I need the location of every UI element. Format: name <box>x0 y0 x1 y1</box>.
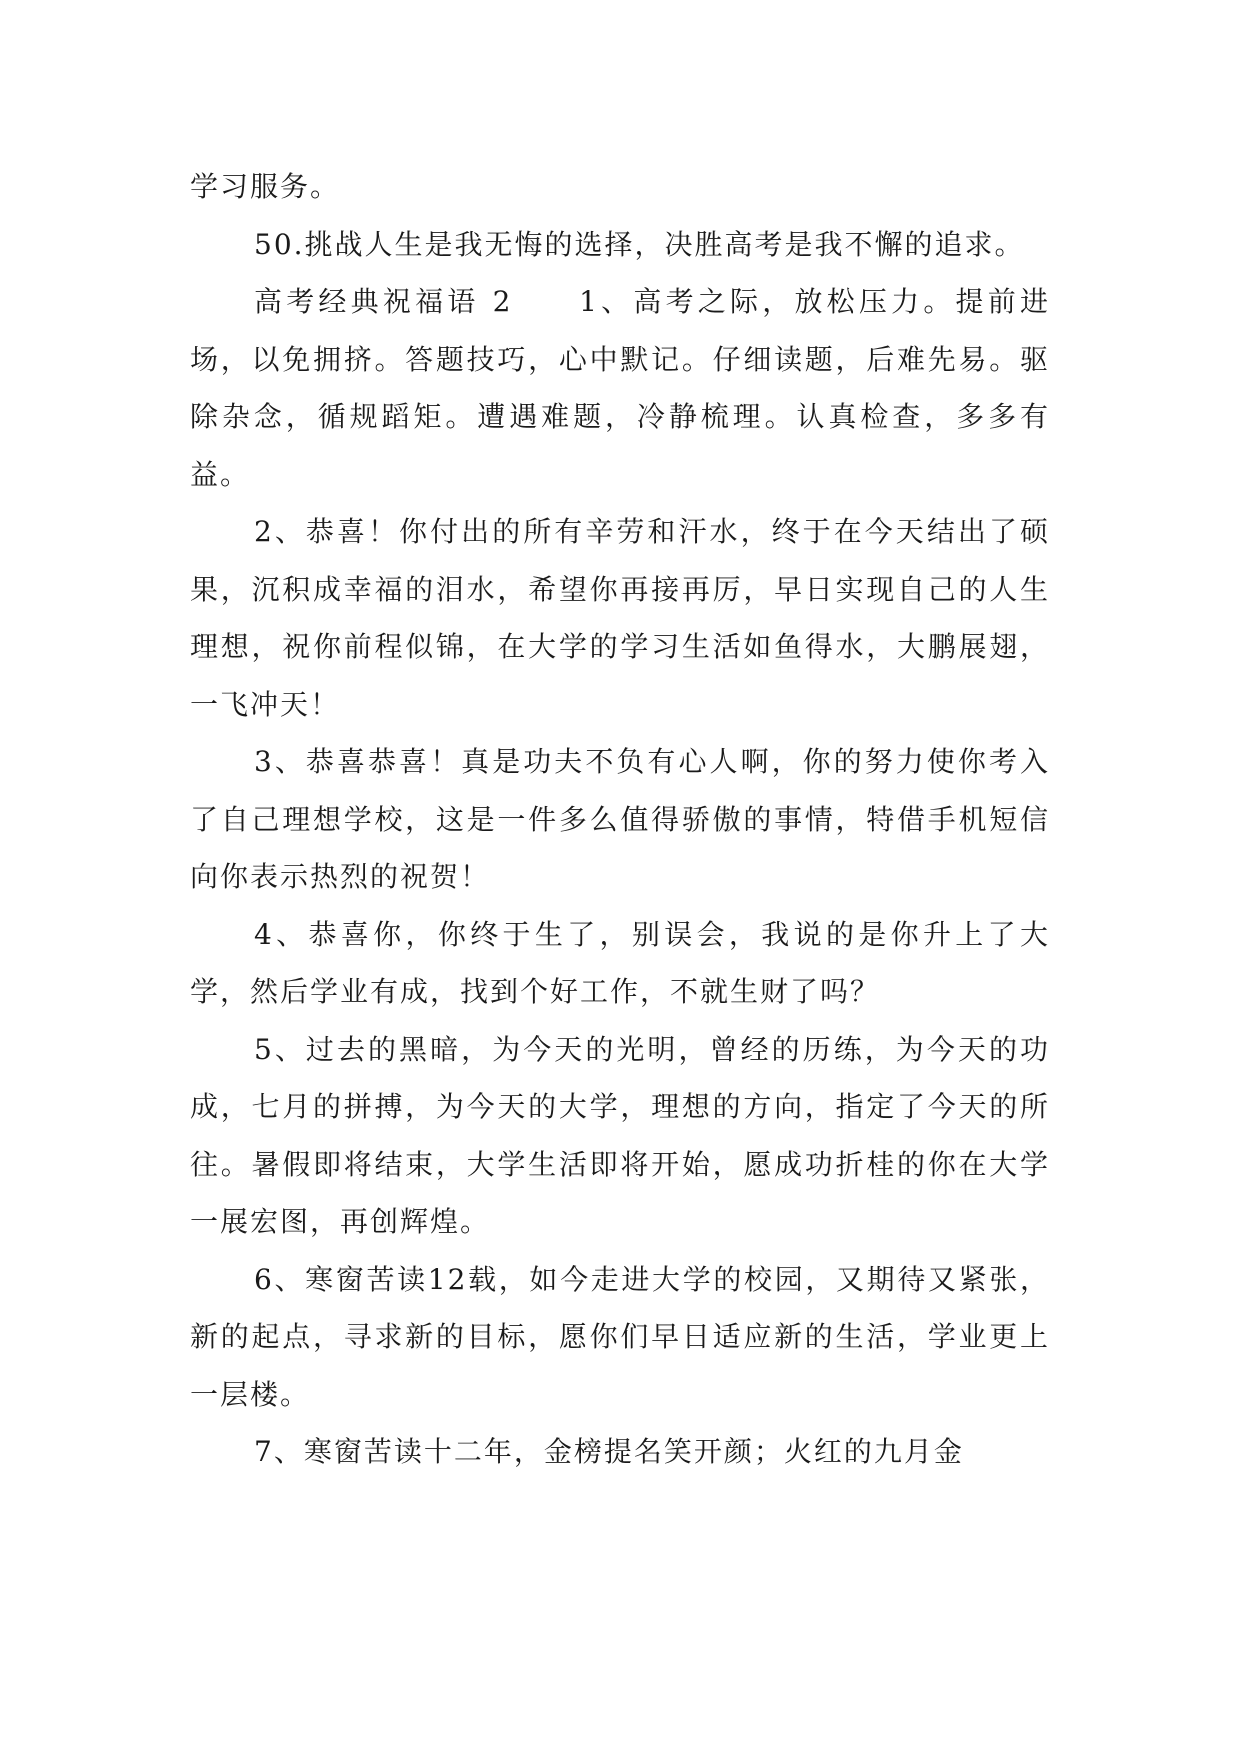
paragraph-item-7: 7、寒窗苦读十二年，金榜提名笑开颜；火红的九月金 <box>254 1435 964 1468</box>
paragraph-section-2-item-1: 高考经典祝福语 2 1、高考之际，放松压力。提前进场，以免拥挤。答题技巧，心中默记。仔细读题，后难先易。驱除杂念，循规蹈矩。遭遇难题，冷静梳理。认真检查，多多有益。 <box>190 285 1050 491</box>
document-body <box>190 158 1050 1481</box>
paragraph-item-50: 50.挑战人生是我无悔的选择，决胜高考是我不懈的追求。 <box>254 227 1025 261</box>
paragraph-continuation: 学习服务。 <box>190 170 341 203</box>
paragraph-item-2: 2、恭喜！你付出的所有辛劳和汗水，终于在今天结出了硕果，沉积成幸福的泪水，希望你再接再厉，早日实现自己的人生理想，祝你前程似锦，在大学的学习生活如鱼得水，大鹏展翅，一飞冲天！ <box>190 515 1050 721</box>
paragraph-item-3: 3、恭喜恭喜！真是功夫不负有心人啊，你的努力使你考入了自己理想学校，这是一件多么值得骄傲的事情，特借手机短信向你表示热烈的祝贺！ <box>190 745 1050 893</box>
paragraph-item-5: 5、过去的黑暗，为今天的光明，曾经的历练，为今天的功成，七月的拼搏，为今天的大学，理想的方向，指定了今天的所往。暑假即将结束，大学生活即将开始，愿成功折桂的你在大学一展宏图，再创辉煌。 <box>190 1032 1050 1238</box>
paragraph-item-4: 4、恭喜你，你终于生了，别误会，我说的是你升上了大学，然后学业有成，找到个好工作，不就生财了吗？ <box>190 917 1050 1008</box>
paragraph-item-6: 6、寒窗苦读12载，如今走进大学的校园，又期待又紧张，新的起点，寻求新的目标，愿你们早日适应新的生活，学业更上一层楼。 <box>190 1262 1050 1411</box>
